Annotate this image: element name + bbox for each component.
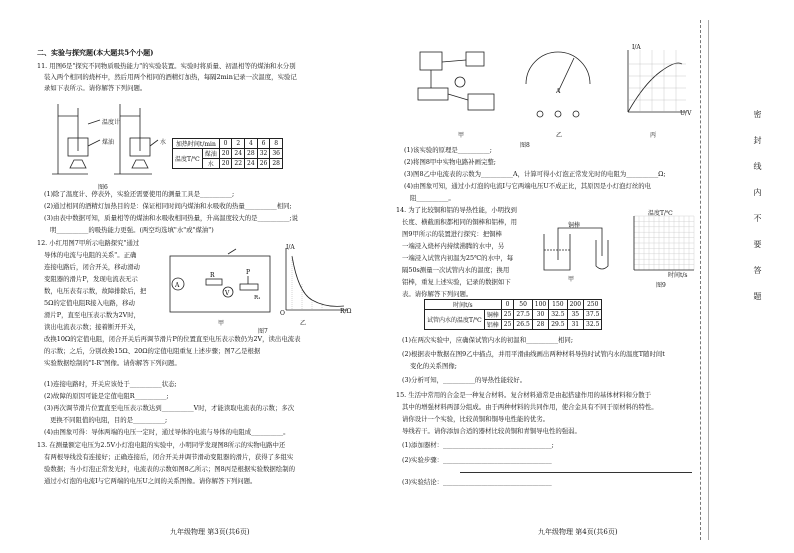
q14-line-5: 一端浸入试管内初温为25℃的水中，每 [402,254,514,262]
label-kerosene: 煤油 [102,139,115,146]
q14-line-7: 铝棒，重复上述实验，记录的数据如下 [402,278,511,286]
table-cell: 25 [501,310,514,320]
figure-8-graph [620,44,690,120]
q11-item-2: (2)通过相同的酒精灯加热目的是：保证相同时间内煤油和水吸收的热量__________相同; [44,202,292,210]
table-header-cell: 2 [232,139,245,149]
table-header-cell: 4 [245,139,258,149]
q11-line-2: 装入两个相同的烧杯中，然后用两个相同的酒精灯加热，每隔2min记录一次温度，实验记 [44,73,297,81]
svg-text:P: P [246,269,251,276]
table-cell: 28 [532,320,548,330]
table-cell: 26 [257,159,270,169]
svg-text:V: V [225,290,230,297]
figure-8-sub-c: 丙 [650,132,657,139]
figure-8-apparatus [412,42,508,130]
q12-line-8: 读出电流表示数；接着断开开关， [44,323,140,331]
table-header-cell: 0 [501,300,514,310]
rod-label: 铜棒 [568,222,581,229]
table-cell: 29.5 [549,320,567,330]
q14-data-table [424,299,602,330]
table-cell: 28 [270,159,283,169]
q15-line-1: 15. 生活中常用的合金是一种复合材料。复合材料通常是由起搭建作用的基体材料和分散于 [396,391,652,399]
table-header-cell: 200 [567,300,583,310]
figure-8-ammeter [518,44,598,124]
table-cell: 27.5 [514,310,532,320]
q11-item-3: (3)由表中数据可知，质量相等的煤油和水吸收相同热量，升高温度较大的是__________;说 [44,214,299,222]
q13-line-2: 有两根导线没有连接好；正确连接后，闭合开关并调节滑动变阻器的滑片，获得了多组实 [44,453,294,461]
binding-line-outer [708,20,710,540]
q12-item-2: (2)故障的原因可能是定值电阻R__________; [44,392,169,400]
table-cell: 水 [202,159,219,169]
q12-line-2: 导体的电流与电阻的关系"。正确 [44,251,137,259]
q12-item-3: (3)再次调节滑片位置直至电压表示数达到__________V时，才能读取电流表的示数；多次 [44,404,295,412]
figure-8-graph-y: I/A [632,44,641,51]
table-cell: 31 [567,320,583,330]
q13-item-5: 阻__________。 [410,194,455,202]
q15-item-1: (1)添加器材：__________________________________; [402,441,554,449]
table-cell: 25 [501,320,514,330]
q12-item-5: (4)由图象可得：导体两端的电压一定时，通过导体的电流与导体的电阻成__________。 [44,428,290,436]
figure-7-caption: 图7 [258,328,268,335]
margin-notice: 密封线内不要答题 [753,110,762,318]
q11-item-1: (1)除了温度计、停表外，实验还需要使用的测量工具是__________; [44,190,235,198]
table-cell: 36 [270,149,283,159]
figure-7-sub-b: 乙 [300,320,307,327]
figure-8-sub-b: 乙 [556,132,563,139]
table-cell: 24 [245,159,258,169]
q15-line-4: 导线若干。请你添加合适的器材比较黄铜和青铜导电性的强弱。 [402,427,581,435]
q11-data-table [172,138,283,169]
table-cell: 30 [532,310,548,320]
q11-line-3: 录如下表所示。请你解答下列问题。 [44,84,147,92]
table-header-cell: 6 [257,139,270,149]
table-cell: 煤油 [202,149,219,159]
figure-8-caption: 图8 [520,142,530,149]
table-cell: 22 [232,159,245,169]
q14-line-6: 隔50s测量一次试管内水的温度；换用 [402,266,510,274]
q12-line-10: 的示数；之后，分别改换15Ω、20Ω的定值电阻重复上述步骤；图7乙是根据 [44,347,261,355]
q12-line-6: 5Ω的定值电阻R接入电路，移动 [44,299,135,307]
figure-6-caption: 图6 [98,184,108,191]
q12-item-1: (1)连接电路时，开关应该处于__________状态; [44,380,177,388]
table-cell: 26.5 [514,320,532,330]
table-row-label: 温度T/℃ [173,149,203,169]
q14-line-8: 表。请你解答下列问题。 [402,290,473,298]
figure-9-graph-y: 温度T/℃ [648,210,673,217]
q13-item-2: (2)将图8甲中实物电路补画完整; [404,158,496,166]
q13-item-1: (1)该实验的原理是__________; [404,146,492,154]
q14-line-1: 14. 为了比较铜和铝的导热性能，小明找到 [396,206,517,214]
q12-line-3: 连接电路后，闭合开关，移动滑动 [44,263,140,271]
svg-text:R: R [210,272,215,279]
q14-line-2: 长度、横截面积都相同的铜棒和铝棒，用 [402,218,518,226]
q12-line-5: 数，电压表有示数，故障排除后，把 [44,287,147,295]
q14-item-2: (2)根据表中数据在图9乙中描点，并用平滑曲线画出两种材料导热时试管内水的温度T随时间t [402,350,665,358]
footer-left: 九年级物理 第3页(共6页) [170,528,250,536]
table-cell: 32.5 [549,310,567,320]
figure-9-sub-a: 甲 [568,276,575,283]
figure-9-graph-x: 时间t/s [668,272,688,279]
q13-line-3: 验数据；当小灯泡正常发光时，电流表的示数如图8乙所示；图8丙是根据实验数据绘制的 [44,465,295,473]
table-cell: 32.5 [584,320,602,330]
table-cell: 28 [245,149,258,159]
svg-text:A: A [175,282,180,289]
table-cell: 32 [257,149,270,159]
table-cell: 20 [219,159,232,169]
q11-line-1: 11. 用图6是"探究不同物质吸热能力"的实验装置。实验时将质量、初温相等的煤油和水分别 [37,62,296,70]
q12-line-9: 改换10Ω的定值电阻，闭合开关后再调节滑片P的位置直至电压表示数仍为2V，读出电流表 [44,335,301,343]
table-cell: 铝棒 [484,320,501,330]
table-header-cell: 150 [549,300,567,310]
q14-item-3: 变化的关系图像; [410,362,457,370]
figure-7-graph [278,244,350,318]
q14-line-3: 图9甲所示的装置进行探究：把铜棒 [402,230,502,238]
graph-origin-label: O [280,310,285,317]
label-water: 水 [160,139,167,146]
answer-line [460,472,692,473]
table-header-cell: 100 [532,300,548,310]
table-cell: 37.5 [584,310,602,320]
q14-line-4: 一端浸入烧杯内持续沸腾的水中，另 [402,242,505,250]
q12-line-1: 12. 小红用图7甲所示电路探究"通过 [37,239,140,247]
table-cell: 24 [232,149,245,159]
table-cell: 35 [567,310,583,320]
q15-line-2: 其中的增强材料两部分组成。由于两种材料的共同作用，使合金具有不同于原材料的特性。 [402,403,658,411]
table-cell: 铜棒 [484,310,501,320]
q13-item-4: (4)由图象可知，通过小灯泡的电流I与它两端电压U不成正比，其原因是小灯泡灯丝的电 [404,182,652,190]
figure-7-sub-a: 甲 [218,320,225,327]
q12-line-11: 实验数据绘制的"I-R"图像。请你解答下列问题。 [44,359,181,367]
table-header-cell: 8 [270,139,283,149]
figure-9-caption: 图9 [656,282,666,289]
q12-item-4: 更换不同阻值的电阻，目的是__________; [50,416,168,424]
q14-item-4: (3)分析可知，__________的导热性能较好。 [402,376,527,384]
table-header-cell: 时间t/s [425,300,502,310]
q12-line-7: 滑片P，直至电压表示数为2V时， [44,311,141,319]
section-title: 二、实验与探究题(本大题共5个小题) [37,48,154,57]
figure-7-circuit [158,244,278,318]
svg-text:R₁: R₁ [254,295,261,301]
q15-item-2: (2)实验步骤：__________________________________ [402,456,552,464]
q12-line-4: 变阻器的滑片P，发现电流表无示 [44,275,138,283]
table-header-cell: 250 [584,300,602,310]
table-cell: 20 [219,149,232,159]
figure-8-graph-x: U/V [680,110,692,117]
graph-y-label: I/A [286,244,295,251]
figure-8-sub-a: 甲 [458,132,465,139]
table-header-cell: 50 [514,300,532,310]
q11-item-4: 明__________的吸热能力更强。(两空均选填"水"或"煤油") [50,226,214,234]
q15-line-3: 请你设计一个实验，比较黄铜和铜导电性能的优劣。 [402,415,549,423]
q15-item-3: (3)实验结论：__________________________________ [402,478,552,486]
binding-line [700,20,702,540]
graph-x-label: R/Ω [340,308,352,315]
footer-right: 九年级物理 第4页(共6页) [538,528,618,536]
table-header-cell: 0 [219,139,232,149]
table-row-label: 试管内水的温度T/℃ [425,310,485,330]
q13-line-4: 通过小灯泡的电流I与它两端的电压U之间的关系图像。请你解答下列问题。 [44,477,257,485]
q14-item-1: (1)在两次实验中，应确保试管内水的初温和__________相同; [402,336,573,344]
table-header-cell: 加热时间t/min [173,139,220,149]
q13-line-1: 13. 在测量额定电压为2.5V小灯泡电阻的实验中，小明同学发现图8所示的实物电路中还 [37,441,286,449]
label-thermometer: 温度计 [102,119,121,126]
ammeter-label: A [556,88,561,95]
q13-item-3: (3)图8乙中电流表的示数为__________A，计算可得小灯泡正常发光时的电阻为__________Ω; [404,170,666,178]
